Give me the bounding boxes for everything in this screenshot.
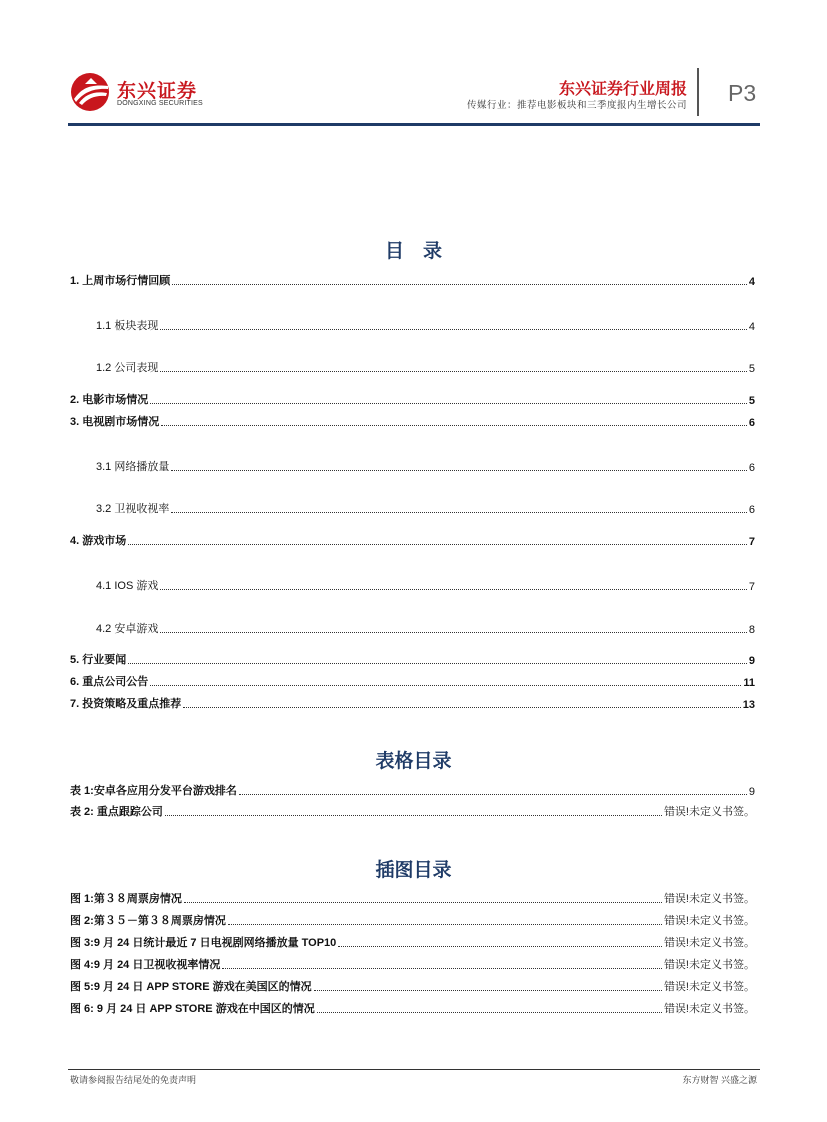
toc-entry-label: 1.2 公司表现 (96, 362, 159, 374)
toc-entry[interactable] (70, 651, 755, 667)
leader-dots (184, 902, 662, 903)
figure-entry-page: 错误!未定义书签。 (663, 937, 755, 949)
leader-dots (222, 968, 662, 969)
toc-entry-page: 6 (748, 504, 755, 516)
leader-dots (165, 815, 662, 816)
leader-dots (161, 425, 747, 426)
leader-dots (239, 794, 747, 795)
toc-entry[interactable] (96, 500, 755, 516)
toc-entry[interactable] (70, 391, 755, 407)
toc-title: 目 录 (384, 241, 442, 262)
figure-entry-label: 图 6: 9 月 24 日 APP STORE 游戏在中国区的情况 (70, 1003, 315, 1015)
table-entry-page: 错误!未定义书签。 (663, 806, 755, 818)
toc-entry-label: 2. 电影市场情况 (70, 394, 149, 406)
figure-entry-page: 错误!未定义书签。 (663, 1003, 755, 1015)
toc-entry-page: 13 (742, 699, 755, 711)
leader-dots (160, 329, 747, 330)
toc-entry-label: 5. 行业要闻 (70, 654, 127, 666)
toc-entry-label: 1.1 板块表现 (96, 320, 159, 332)
toc-entry-label: 3. 电视剧市场情况 (70, 416, 160, 428)
toc-entry-page: 6 (748, 462, 755, 474)
toc-entry[interactable] (70, 673, 755, 689)
figure-list-entry[interactable] (70, 956, 755, 972)
table-entry-label: 表 1:安卓各应用分发平台游戏排名 (70, 785, 237, 797)
table-list-entry[interactable] (70, 782, 755, 798)
toc-entry-page: 7 (748, 581, 755, 593)
toc-entry[interactable] (70, 413, 755, 429)
table-entry-label: 表 2: 重点跟踪公司 (70, 806, 163, 818)
figure-list-title: 插图目录 (375, 860, 452, 881)
figure-entry-page: 错误!未定义书签。 (663, 981, 755, 993)
leader-dots (183, 707, 741, 708)
leader-dots (160, 371, 747, 372)
logo-chinese-text: 东兴证券 (117, 81, 198, 102)
figure-list-entry[interactable] (70, 934, 755, 950)
toc-entry[interactable] (70, 272, 755, 288)
toc-entry-label: 6. 重点公司公告 (70, 676, 149, 688)
report-title: 东兴证券行业周报 (558, 81, 687, 98)
figure-entry-page: 错误!未定义书签。 (663, 893, 755, 905)
logo-emblem-icon (70, 72, 112, 112)
toc-entry-label: 7. 投资策略及重点推荐 (70, 698, 182, 710)
toc-entry-page: 4 (748, 321, 755, 333)
footer-rule (68, 1069, 760, 1070)
toc-entry-label: 3.2 卫视收视率 (96, 503, 170, 515)
toc-entry[interactable] (96, 359, 755, 375)
figure-list-entry[interactable] (70, 978, 755, 994)
page-number: P3 (728, 80, 757, 106)
header-divider (697, 68, 699, 116)
leader-dots (160, 632, 747, 633)
table-list-title: 表格目录 (375, 751, 452, 772)
toc-entry[interactable] (70, 532, 755, 548)
page-header (0, 0, 827, 130)
figure-entry-label: 图 1:第３８周票房情况 (70, 893, 182, 905)
table-entry-page: 9 (748, 786, 755, 798)
leader-dots (338, 946, 662, 947)
leader-dots (171, 512, 747, 513)
toc-entry-page: 8 (748, 624, 755, 636)
figure-entry-label: 图 4:9 月 24 日卫视收视率情况 (70, 959, 221, 971)
footer-disclaimer: 敬请参阅报告结尾处的免责声明 (70, 1075, 197, 1085)
figure-entry-label: 图 2:第３５－第３８周票房情况 (70, 915, 226, 927)
leader-dots (128, 663, 747, 664)
footer-slogan: 东方财智 兴盛之源 (682, 1075, 757, 1085)
toc-entry-label: 1. 上周市场行情回顾 (70, 275, 171, 287)
toc-entry-page: 7 (748, 536, 755, 548)
toc-entry[interactable] (70, 695, 755, 711)
toc-entry-page: 11 (743, 677, 755, 689)
toc-entry-page: 6 (748, 417, 755, 429)
toc-entry-label: 3.1 网络播放量 (96, 461, 170, 473)
figure-entry-page: 错误!未定义书签。 (663, 959, 755, 971)
leader-dots (160, 589, 747, 590)
leader-dots (150, 403, 747, 404)
logo-english-text: DONGXING SECURITIES (117, 100, 203, 107)
leader-dots (317, 1012, 662, 1013)
figure-entry-label: 图 5:9 月 24 日 APP STORE 游戏在美国区的情况 (70, 981, 312, 993)
toc-entry-label: 4.2 安卓游戏 (96, 623, 159, 635)
toc-entry-label: 4.1 IOS 游戏 (96, 580, 159, 592)
figure-list-entry[interactable] (70, 890, 755, 906)
toc-entry-page: 5 (748, 395, 755, 407)
toc-entry-page: 4 (748, 276, 755, 288)
figure-entry-page: 错误!未定义书签。 (663, 915, 755, 927)
toc-entry-page: 9 (748, 655, 755, 667)
leader-dots (314, 990, 662, 991)
company-logo (70, 72, 210, 112)
toc-entry[interactable] (96, 577, 755, 593)
toc-entry-label: 4. 游戏市场 (70, 535, 127, 547)
toc-entry[interactable] (96, 317, 755, 333)
report-subtitle: 传媒行业：推荐电影板块和三季度报内生增长公司 (466, 100, 687, 111)
leader-dots (150, 685, 741, 686)
leader-dots (171, 470, 747, 471)
figure-list-entry[interactable] (70, 1000, 755, 1016)
figure-list-entry[interactable] (70, 912, 755, 928)
figure-entry-label: 图 3:9 月 24 日统计最近 7 日电视剧网络播放量 TOP10 (70, 937, 337, 949)
leader-dots (228, 924, 662, 925)
toc-entry-page: 5 (748, 363, 755, 375)
table-list-entry[interactable] (70, 803, 755, 819)
leader-dots (128, 544, 747, 545)
toc-entry[interactable] (96, 620, 755, 636)
leader-dots (172, 284, 747, 285)
header-rule (68, 123, 760, 126)
toc-entry[interactable] (96, 458, 755, 474)
